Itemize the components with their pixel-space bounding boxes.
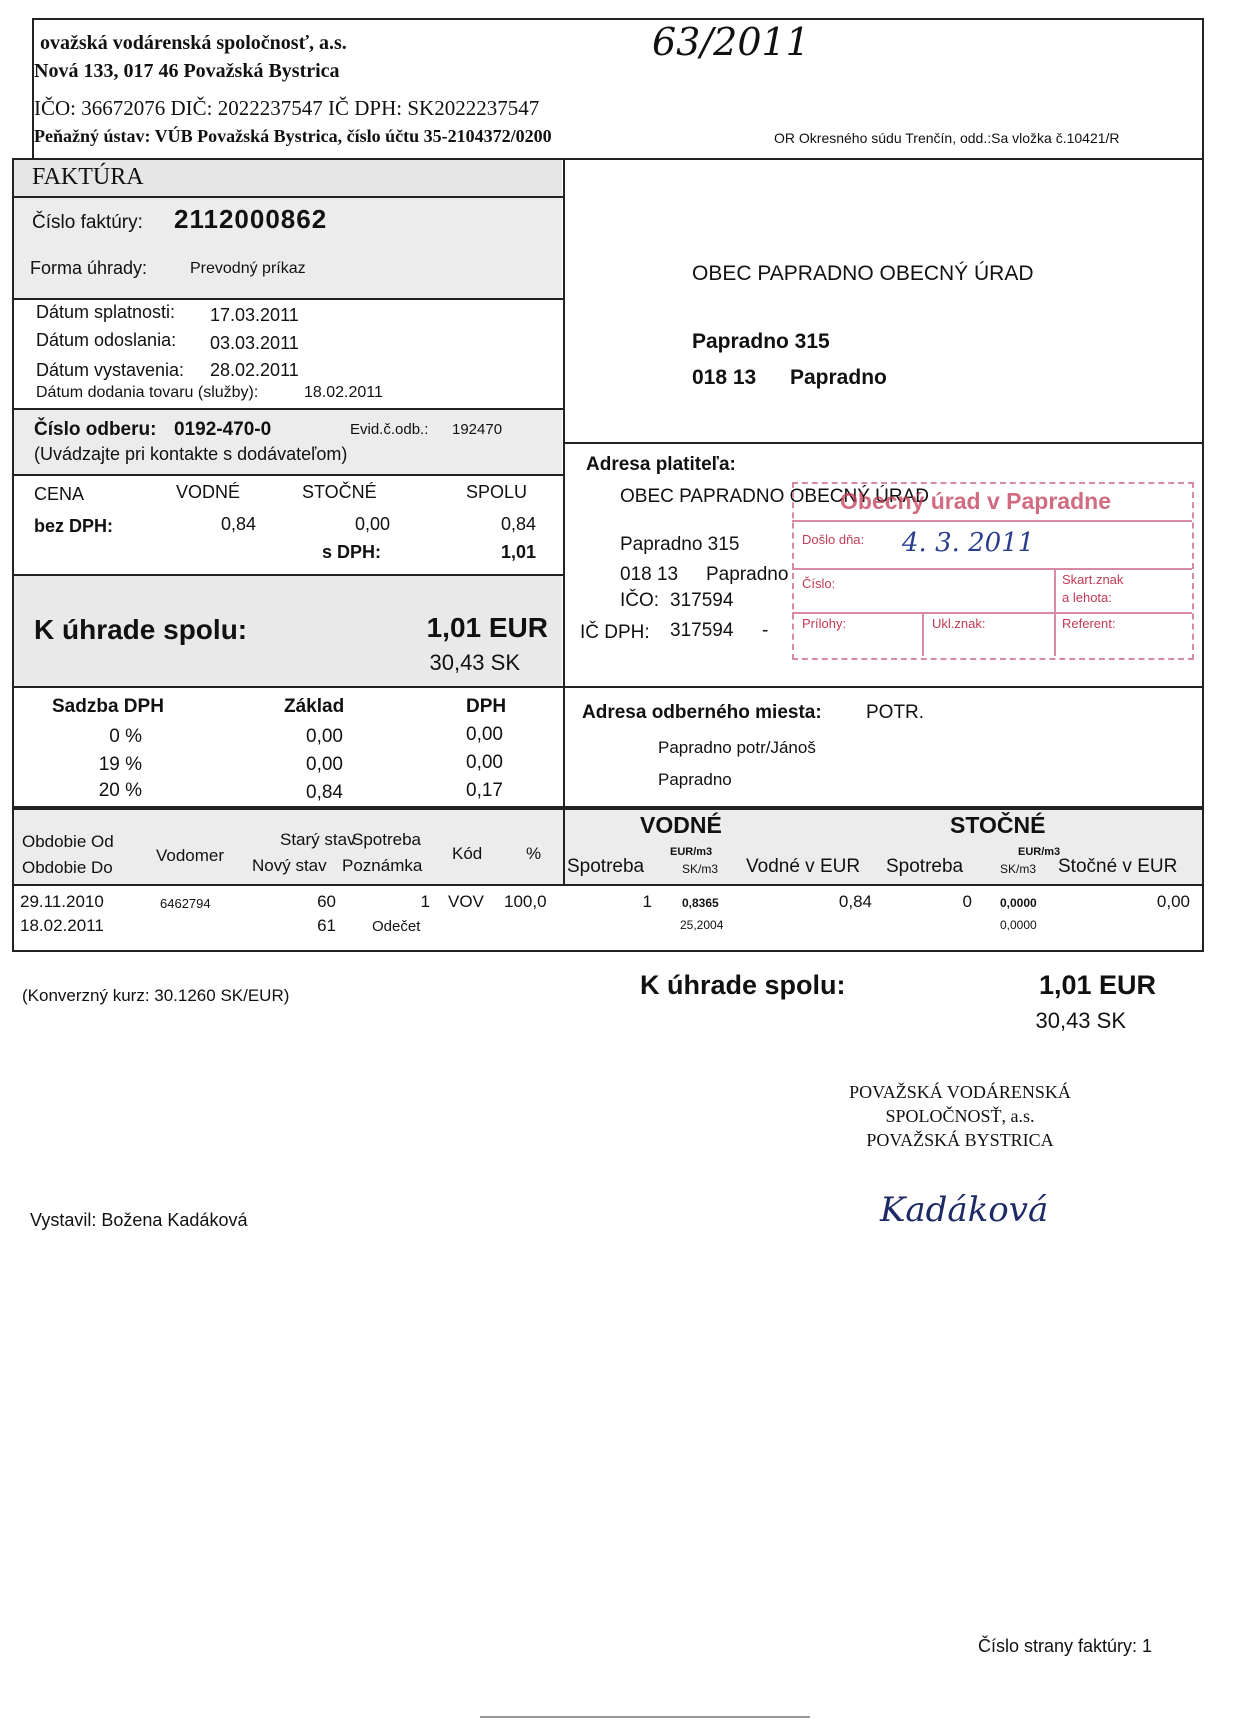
detail-h-stocne: STOČNÉ — [950, 812, 1046, 838]
detail-h-vodne: VODNÉ — [640, 812, 722, 838]
detail-row-s-total: 0,00 — [1156, 892, 1190, 911]
detail-h-spotreba2: Spotreba — [567, 856, 645, 877]
detail-h-obdobie-od: Obdobie Od — [22, 832, 114, 851]
consumption-place-label: Adresa odberného miesta: — [582, 702, 822, 723]
recipient-street: Papradno 315 — [692, 330, 830, 353]
vat-row-base: 0,00 — [306, 726, 343, 747]
detail-row-novy: 61 — [317, 916, 336, 935]
price-col-vodne: VODNÉ — [176, 482, 241, 502]
detail-row-v-total: 0,84 — [838, 892, 872, 911]
price-vodne: 0,84 — [220, 514, 256, 534]
delivery-date-label: Dátum dodania tovaru (služby): — [36, 384, 259, 401]
payer-label: Adresa platiteľa: — [586, 454, 736, 475]
invoice-title: FAKTÚRA — [32, 164, 144, 190]
stamp-doslo-date: 4. 3. 2011 — [902, 528, 1035, 558]
detail-row-vodomer: 6462794 — [160, 896, 211, 911]
company-address: Nová 133, 017 46 Považská Bystrica — [34, 60, 340, 82]
detail-h-sk-m3: SK/m3 — [682, 862, 719, 876]
vat-row-rate: 19 % — [98, 754, 142, 775]
detail-h-pct: % — [526, 844, 542, 863]
issued-date: 28.02.2011 — [210, 360, 299, 380]
consumption-place-line2: Papradno — [658, 770, 732, 789]
payment-method-value: Prevodný príkaz — [190, 260, 306, 277]
payer-city: Papradno — [706, 564, 789, 585]
detail-row-od: 29.11.2010 — [20, 892, 104, 911]
due-date: 17.03.2011 — [210, 305, 299, 325]
price-sdph-label: s DPH: — [322, 542, 382, 562]
total-sk: 30,43 SK — [429, 650, 520, 675]
price-stocne: 0,00 — [354, 514, 390, 534]
stamp-title: Obecný úrad v Papradne — [840, 488, 1111, 514]
sent-date-label: Dátum odoslania: — [36, 330, 177, 350]
stamp-skart-label: Skart.znak — [1062, 572, 1124, 587]
payer-icdph-dash: - — [762, 620, 769, 641]
price-row-label: bez DPH: — [34, 516, 114, 536]
detail-h-novy: Nový stav — [252, 856, 327, 875]
detail-row-spotreba: 1 — [420, 892, 430, 911]
payer-icdph: 317594 — [670, 620, 734, 641]
detail-row-v-sk: 25,2004 — [680, 918, 724, 932]
price-col-cena: CENA — [34, 484, 85, 504]
price-col-spolu: SPOLU — [466, 482, 528, 502]
detail-row-pct: 100,0 — [504, 892, 547, 911]
detail-row-v-eur: 0,8365 — [682, 896, 719, 910]
page-number: Číslo strany faktúry: 1 — [978, 1636, 1153, 1656]
customer-number-label: Číslo odberu: — [34, 419, 157, 440]
detail-row-kod: VOV — [448, 892, 484, 911]
total-label: K úhrade spolu: — [34, 614, 248, 645]
handwritten-reference: 63/2011 — [652, 20, 810, 64]
detail-h-sk-m3b: SK/m3 — [1000, 862, 1037, 876]
footer-total-eur: 1,01 EUR — [1038, 970, 1156, 1000]
recipient-city: Papradno — [790, 366, 887, 389]
stamp-doslo-label: Došlo dňa: — [802, 532, 865, 547]
vat-row-tax: 0,17 — [466, 780, 503, 801]
recipient-zip: 018 13 — [692, 366, 757, 389]
stamp-ulz-label: Ukl.znak: — [932, 616, 986, 631]
customer-number: 0192-470-0 — [174, 419, 272, 440]
detail-h-vodne-eur: Vodné v EUR — [746, 856, 861, 877]
price-spolu: 0,84 — [500, 514, 536, 534]
stamp-prilohy-label: Prílohy: — [802, 616, 847, 631]
issued-by: Vystavil: Božena Kadáková — [30, 1210, 248, 1230]
vat-row-base: 0,84 — [306, 782, 343, 803]
detail-h-vodomer: Vodomer — [156, 846, 225, 865]
invoice-number: 2112000862 — [174, 204, 328, 234]
detail-h-eur-m3b: EUR/m3 — [1018, 846, 1061, 858]
company-stamp-line3: POVAŽSKÁ BYSTRICA — [866, 1130, 1054, 1150]
detail-h-eur-m3: EUR/m3 — [670, 846, 713, 858]
evid-value: 192470 — [452, 421, 503, 438]
company-ids: IČO: 36672076 DIČ: 2022237547 IČ DPH: SK2022237547 — [34, 96, 540, 120]
detail-row-s-eur: 0,0000 — [1000, 896, 1037, 910]
payer-ico-label: IČO: — [620, 590, 660, 611]
due-date-label: Dátum splatnosti: — [36, 302, 176, 322]
vat-col-zaklad: Základ — [284, 696, 345, 717]
detail-row-do: 18.02.2011 — [20, 916, 104, 935]
contact-note: (Uvádzajte pri kontakte s dodávateľom) — [34, 444, 348, 464]
detail-h-spotreba3: Spotreba — [886, 856, 964, 877]
invoice-number-label: Číslo faktúry: — [32, 212, 143, 233]
payer-ico: 317594 — [670, 590, 734, 611]
main-divider — [563, 158, 565, 808]
company-stamp-line1: POVAŽSKÁ VODÁRENSKÁ — [849, 1082, 1071, 1102]
court-registration: OR Okresného súdu Trenčín, odd.:Sa vložka č.10421/R — [774, 130, 1120, 146]
detail-row-s-sk: 0,0000 — [1000, 918, 1037, 932]
bottom-scan-edge — [480, 1716, 810, 1718]
vat-row-rate: 0 % — [109, 726, 142, 747]
payer-zip: 018 13 — [620, 564, 679, 585]
company-name: ovažská vodárenská spoločnosť, a.s. — [40, 32, 347, 54]
payment-method-label: Forma úhrady: — [30, 258, 148, 278]
sent-date: 03.03.2011 — [210, 333, 299, 353]
price-col-stocne: STOČNÉ — [302, 482, 377, 502]
detail-row-stary: 60 — [317, 892, 336, 911]
recipient-name: OBEC PAPRADNO OBECNÝ ÚRAD — [692, 262, 1034, 285]
vat-row-tax: 0,00 — [466, 724, 503, 745]
company-stamp-line2: SPOLOČNOSŤ, a.s. — [885, 1106, 1035, 1126]
evid-label: Evid.č.odb.: — [350, 421, 429, 438]
vat-row-tax: 0,00 — [466, 752, 503, 773]
consumption-place-value: POTR. — [866, 702, 925, 723]
detail-h-obdobie-do: Obdobie Do — [22, 858, 113, 877]
detail-row-poznamka: Odečet — [372, 918, 421, 935]
detail-h-stary: Starý stav — [280, 830, 356, 849]
stamp-referent-label: Referent: — [1062, 616, 1116, 631]
price-sdph-value: 1,01 — [500, 542, 536, 562]
stamp-skart-label-2: a lehota: — [1062, 590, 1112, 605]
detail-h-spotreba: Spotreba — [352, 830, 421, 849]
issued-date-label: Dátum vystavenia: — [36, 360, 185, 380]
consumption-place-line1: Papradno potr/Jánoš — [658, 738, 816, 757]
company-bank: Peňažný ústav: VÚB Považská Bystrica, číslo účtu 35-2104372/0200 — [34, 126, 552, 146]
stamp-cislo-label: Číslo: — [802, 576, 836, 591]
footer-total-label: K úhrade spolu: — [640, 970, 846, 1000]
payer-street: Papradno 315 — [620, 534, 740, 555]
vat-row-base: 0,00 — [306, 754, 343, 775]
detail-h-poznamka: Poznámka — [342, 856, 423, 875]
payer-name: OBEC PAPRADNO OBECNÝ ÚRAD — [620, 486, 929, 507]
vat-row-rate: 20 % — [98, 780, 142, 801]
detail-h-stocne-eur: Stočné v EUR — [1058, 856, 1178, 877]
detail-row-s-spotreba: 0 — [962, 892, 972, 911]
footer-total-sk: 30,43 SK — [1035, 1008, 1126, 1033]
detail-h-kod: Kód — [452, 844, 483, 863]
detail-row-v-spotreba: 1 — [642, 892, 652, 911]
vat-col-sadzba: Sadzba DPH — [52, 696, 164, 717]
signature: Kadáková — [880, 1190, 1049, 1230]
vat-col-dph: DPH — [466, 696, 507, 717]
payer-icdph-label: IČ DPH: — [580, 622, 650, 643]
registry-stamp — [792, 482, 1192, 658]
delivery-date: 18.02.2011 — [304, 384, 383, 401]
total-eur: 1,01 EUR — [426, 612, 548, 643]
conversion-rate: (Konverzný kurz: 30.1260 SK/EUR) — [22, 986, 290, 1005]
